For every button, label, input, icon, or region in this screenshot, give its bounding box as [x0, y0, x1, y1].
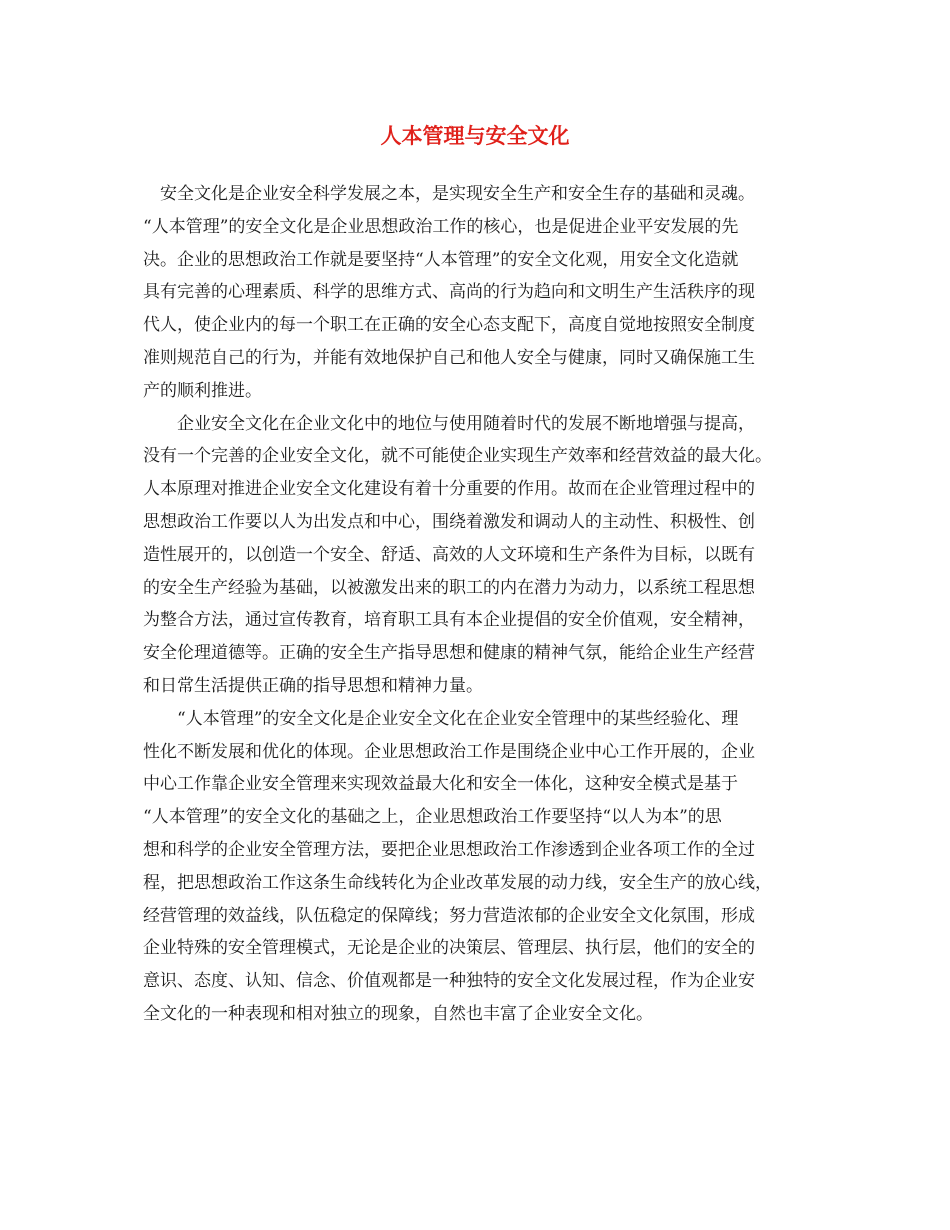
paragraph-line: 和日常生活提供正确的指导思想和精神力量。: [143, 675, 483, 696]
paragraph-line: 程，把思想政治工作这条生命线转化为企业改革发展的动力线，安全生产的放心线，: [143, 872, 772, 893]
document-body: [143, 178, 823, 1031]
paragraph-line: 产的顺利推进。: [143, 380, 262, 401]
paragraph-line: 企业特殊的安全管理模式，无论是企业的决策层、管理层、执行层，他们的安全的: [143, 938, 755, 959]
paragraph: [143, 703, 823, 1031]
paragraph-line: 想和科学的企业安全管理方法，要把企业思想政治工作渗透到企业各项工作的全过: [143, 839, 755, 860]
paragraph-line: 性化不断发展和优化的体现。企业思想政治工作是围绕企业中心工作开展的，企业: [143, 741, 755, 762]
paragraph-line: “人本管理”的安全文化的基础之上，企业思想政治工作要坚持“以人为本”的思: [143, 807, 722, 828]
paragraph: [143, 408, 823, 703]
paragraph-line: 安全文化是企业安全科学发展之本，是实现安全生产和安全生存的基础和灵魂。: [160, 184, 755, 204]
paragraph-line: “人本管理”的安全文化是企业安全文化在企业安全管理中的某些经验化、理: [177, 708, 739, 729]
paragraph-line: 企业安全文化在企业文化中的地位与使用随着时代的发展不断地增强与提高，: [177, 413, 755, 434]
document-title: 人本管理与安全文化: [380, 123, 570, 148]
paragraph-line: 代人，使企业内的每一个职工在正确的安全心态支配下，高度自觉地按照安全制度: [143, 315, 755, 336]
paragraph-line: 全文化的一种表现和相对独立的现象，自然也丰富了企业安全文化。: [143, 1003, 653, 1024]
paragraph-line: 的安全生产经验为基础，以被激发出来的职工的内在潜力为动力，以系统工程思想: [143, 577, 755, 598]
paragraph-line: 中心工作靠企业安全管理来实现效益最大化和安全一体化，这种安全模式是基于: [143, 774, 738, 795]
paragraph-line: 人本原理对推进企业安全文化建设有着十分重要的作用。故而在企业管理过程中的: [143, 479, 755, 500]
paragraph-line: 思想政治工作要以人为出发点和中心，围绕着激发和调动人的主动性、积极性、创: [143, 511, 755, 532]
paragraph-line: “人本管理”的安全文化是企业思想政治工作的核心，也是促进企业平安发展的先: [143, 216, 739, 237]
paragraph-line: 造性展开的，以创造一个安全、舒适、高效的人文环境和生产条件为目标，以既有: [143, 544, 755, 565]
paragraph-line: 经营管理的效益线，队伍稳定的保障线；努力营造浓郁的企业安全文化氛围，形成: [143, 905, 755, 926]
paragraph-line: 没有一个完善的企业安全文化，就不可能使企业实现生产效率和经营效益的最大化。: [143, 446, 772, 467]
paragraph-line: 准则规范自己的行为，并能有效地保护自己和他人安全与健康，同时又确保施工生: [143, 347, 755, 368]
paragraph-line: 意识、态度、认知、信念、价值观都是一种独特的安全文化发展过程，作为企业安: [143, 971, 755, 992]
paragraph-line: 具有完善的心理素质、科学的思维方式、高尚的行为趋向和文明生产生活秩序的现: [143, 282, 755, 303]
paragraph-line: 安全伦理道德等。正确的安全生产指导思想和健康的精神气氛，能给企业生产经营: [143, 643, 755, 664]
paragraph-line: 为整合方法，通过宣传教育，培育职工具有本企业提倡的安全价值观，安全精神，: [143, 610, 755, 631]
paragraph-line: 决。企业的思想政治工作就是要坚持“人本管理”的安全文化观，用安全文化造就: [143, 249, 739, 270]
paragraph: [143, 178, 823, 408]
